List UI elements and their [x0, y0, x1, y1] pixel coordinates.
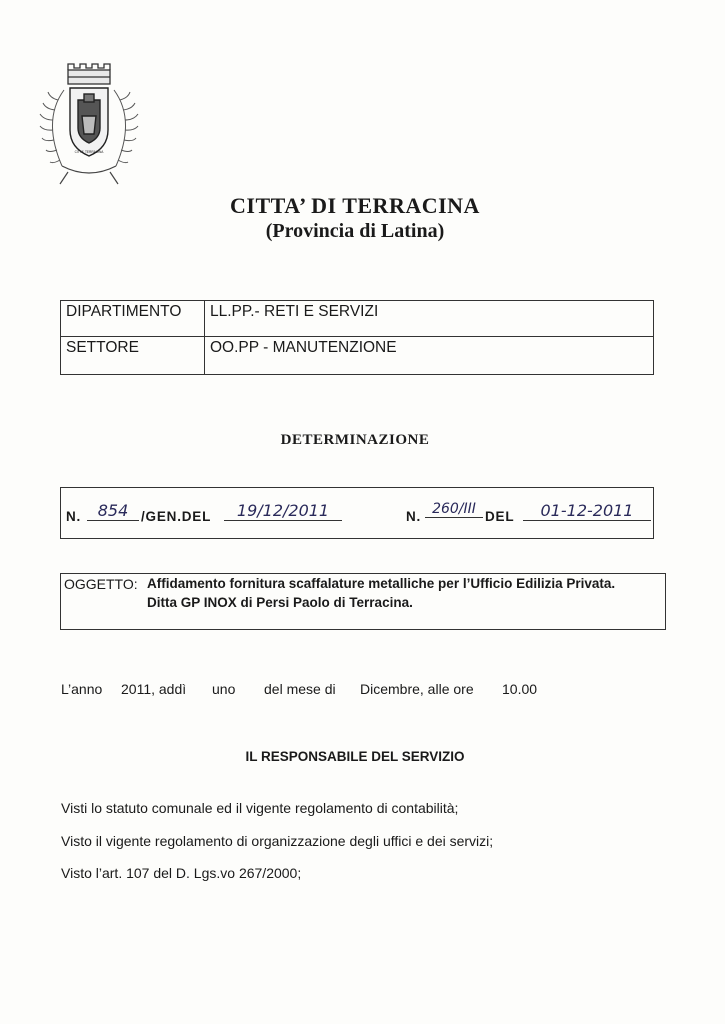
premise-paragraph: Visto il vigente regolamento di organizzazione degli uffici e dei servizi; — [61, 833, 494, 849]
crown-icon — [68, 64, 110, 84]
sector-date: 01-12-2011 — [523, 501, 651, 521]
province-subtitle: (Provincia di Latina) — [265, 220, 445, 242]
gen-date: 19/12/2011 — [224, 501, 342, 521]
anno-month: Dicembre, alle ore — [360, 681, 474, 697]
anno-time: 10.00 — [502, 681, 538, 697]
sector-number: 260/III — [425, 501, 483, 518]
premise-paragraph: Visti lo statuto comunale ed il vigente regolamento di contabilità; — [61, 800, 459, 816]
department-label: DIPARTIMENTO — [61, 301, 205, 337]
responsabile-heading: IL RESPONSABILE DEL SERVIZIO — [245, 749, 465, 764]
laurel-left-icon — [40, 90, 64, 166]
oggetto-box — [60, 573, 666, 630]
premise-paragraph: Visto l’art. 107 del D. Lgs.vo 267/2000; — [61, 865, 302, 881]
shield-icon — [70, 88, 108, 156]
anno-month-label: del mese di — [264, 681, 336, 697]
table-row — [61, 337, 654, 375]
oggetto-line-1: Affidamento fornitura scaffalature metalliche per l’Ufficio Edilizia Privata. — [147, 576, 616, 591]
gen-n-label: N. — [66, 509, 82, 524]
ribbon-icon — [60, 166, 118, 184]
sector-n-label: N. — [406, 509, 422, 524]
gen-number: 854 — [87, 501, 139, 521]
document-type-heading: DETERMINAZIONE — [280, 432, 430, 448]
oggetto-label: OGGETTO: — [64, 576, 138, 592]
anno-year: 2011, addì — [121, 681, 187, 697]
city-crest-emblem — [28, 60, 150, 190]
table-row — [61, 301, 654, 337]
city-title: CITTA’ DI TERRACINA — [230, 193, 480, 218]
numbering-box — [60, 487, 654, 539]
sector-del-label: DEL — [485, 509, 515, 524]
gen-del-label: /GEN.DEL — [141, 509, 212, 524]
department-value: LL.PP.- RETI E SERVIZI — [205, 301, 654, 337]
oggetto-line-2: Ditta GP INOX di Persi Paolo di Terracina. — [147, 595, 413, 610]
sector-label: SETTORE — [61, 337, 205, 375]
anno-day: uno — [212, 681, 236, 697]
laurel-right-icon — [114, 90, 138, 166]
sector-value: OO.PP - MANUTENZIONE — [205, 337, 654, 375]
department-table — [60, 300, 654, 375]
crest-motto: CITTA' TERRACINA — [74, 150, 104, 154]
anno-label: L’anno — [61, 681, 103, 697]
